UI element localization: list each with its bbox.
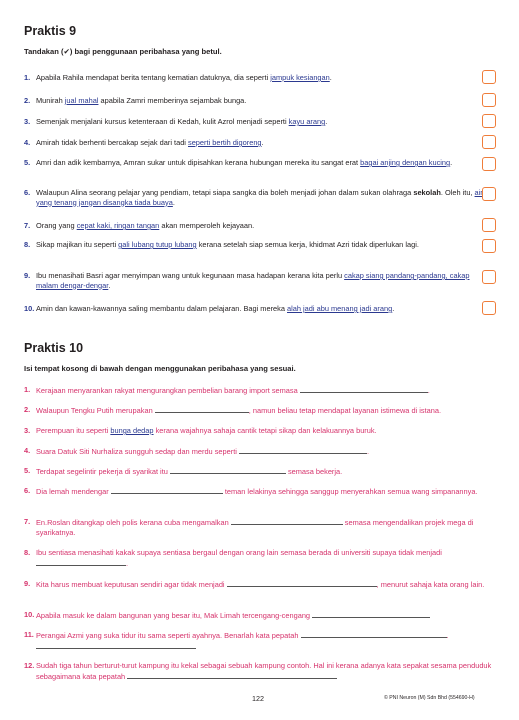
peribahasa: air yang tenang jangan disangka tiada buaya (36, 188, 483, 207)
answer-blank[interactable] (36, 558, 126, 566)
praktis-9-instruction: Tandakan (✔) bagi penggunaan peribahasa yang betul. (24, 47, 222, 56)
answer-blank[interactable] (312, 610, 430, 618)
answer-blank[interactable] (231, 517, 343, 525)
peribahasa: bagai anjing dengan kucing (360, 158, 451, 167)
praktis-10-title: Praktis 10 (24, 341, 84, 355)
peribahasa: alah jadi abu menang jadi arang (287, 304, 393, 313)
checkbox-p9-8[interactable] (482, 239, 496, 253)
page-number: 122 (252, 694, 264, 703)
answer-blank[interactable] (300, 385, 428, 393)
answer-blank[interactable] (36, 641, 196, 649)
peribahasa: bunga dedap (110, 426, 154, 435)
peribahasa: jual mahal (64, 96, 99, 105)
answer-blank[interactable] (239, 446, 367, 454)
worksheet-page: Praktis 9 Tandakan (✔) bagi penggunaan peribahasa yang betul. 1. Apabila Rahila mendapat berita tentang kematian datuknya, dia seperti jampuk kesiangan. 2. Munirah jual mahal apabila Zamri memberinya sejambak bunga. 3. Semenjak menjalani kursus ketenteraan di Kedah, kulit Azrol menjadi seperti kayu arang. 4. Amirah tidak berhenti bercakap sejak dari tadi seperti bertih digoreng. 5. Amri dan adik kembarnya, Amran sukar untuk dipisahkan kerana hubungan mereka itu sangat erat bagai anjing dengan kucing. 6. Walaupun Alina seorang pelajar yang pendiam, tetapi siapa sangka dia boleh menjadi johan dalam sukan olahraga sekolah. Oleh itu, air yang tenang jangan disangka tiada buaya. 7. Orang yang cepat kaki, ringan tangan akan memperoleh kejayaan. 8. Sikap majikan itu seperti gali lubang tutup lubang kerana setelah siap semua kerja, khidmat Azri tidak diperlukan lagi. 9. Ibu menasihati Basri agar menyimpan wang untuk kegunaan masa hadapan kerana kita perlu cakap siang pandang-pandang, cakap malam dengar-dengar. 10. Amin dan kawan-kawannya saling membantu dalam pelajaran. Bagi mereka alah jadi abu menang jadi arang. Praktis 10 Isi tempat kosong di bawah dengan menggunakan peribahasa yang sesuai. 1. Kerajaan menyarankan rakyat mengurangkan pembelian barang import semasa . 2. Walaupun Tengku Putih merupakan , namun beliau tetap mendapat layanan istimewa di istana. 3. Perempuan itu seperti bunga dedap kerana wajahnya sahaja cantik tetapi sikap dan kelakuannya buruk. 4. Suara Datuk Siti Nurhaliza sungguh sedap dan merdu seperti . 5. Terdapat segelintir pekerja di syarikat itu semasa bekerja. 6. Dia lemah mendengar teman lelakinya sehingga sanggup menyerahkan semua wang simpanannya. 7. En.Roslan ditangkap oleh polis kerana cuba mengamalkan semasa mengendalikan projek mega di syarikatnya. 8. Ibu sentiasa menasihati kakak supaya sentiasa bergaul dengan orang lain semasa berada di universiti supaya tidak menjadi . 9. Kita harus membuat keputusan sendiri agar tidak menjadi , menurut sahaja kata orang lain. 10. Apabila masuk ke dalam bangunan yang besar itu, Mak Limah tercengang-cengang 11. Perangai Azmi yang suka tidur itu sama seperti ayahnya. Benarlah kata pepatah . 12. Sudah tiga tahun berturut-turut kampung itu kekal sebagai sebuah kampung contoh. Hal ini kerana adanya kata sepakat sesama penduduk sebagaimana kata pepatah 122 © PNI Neuron (M) Sdn Bhd (554690-H) (0, 0, 519, 720)
checkbox-p9-1[interactable] (482, 70, 496, 84)
checkbox-p9-7[interactable] (482, 218, 496, 232)
checkbox-p9-10[interactable] (482, 301, 496, 315)
item-number: 1. (24, 73, 31, 82)
answer-blank[interactable] (127, 671, 337, 679)
praktis-10-instruction: Isi tempat kosong di bawah dengan menggunakan peribahasa yang sesuai. (24, 364, 296, 373)
peribahasa: jampuk kesiangan (270, 73, 330, 82)
copyright-notice: © PNI Neuron (M) Sdn Bhd (554690-H) (384, 695, 475, 701)
answer-blank[interactable] (170, 466, 286, 474)
checkbox-p9-5[interactable] (482, 157, 496, 171)
checkbox-p9-9[interactable] (482, 270, 496, 284)
peribahasa: seperti bertih digoreng (188, 138, 262, 147)
answer-blank[interactable] (227, 579, 377, 587)
peribahasa: kayu arang (288, 117, 326, 126)
checkbox-p9-6[interactable] (482, 187, 496, 201)
answer-blank[interactable] (155, 405, 249, 413)
praktis-9-title: Praktis 9 (24, 24, 77, 38)
peribahasa: cakap siang pandang-pandang, cakap malam dengar-dengar (36, 271, 470, 290)
peribahasa: gali lubang tutup lubang (118, 240, 197, 249)
peribahasa: cepat kaki, ringan tangan (76, 221, 160, 230)
answer-blank[interactable] (301, 630, 447, 638)
checkbox-p9-4[interactable] (482, 135, 496, 149)
checkbox-p9-2[interactable] (482, 93, 496, 107)
answer-blank[interactable] (111, 486, 223, 494)
checkbox-p9-3[interactable] (482, 114, 496, 128)
